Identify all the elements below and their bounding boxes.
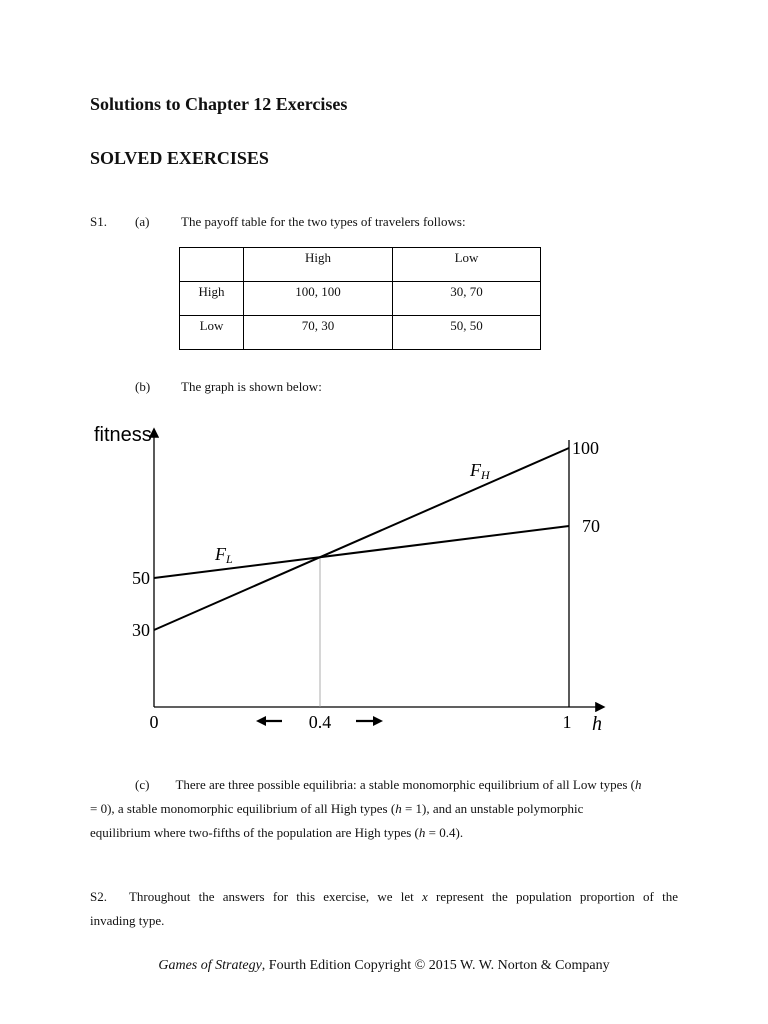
right-arrow-icon: [356, 716, 383, 726]
exercise-label-s1: S1.: [90, 214, 107, 229]
table-row-header: High: [180, 282, 244, 316]
footer: [0, 958, 768, 974]
series-label-FH: [469, 460, 491, 482]
series-label-FL: [214, 544, 233, 566]
part-c-paragraph: [90, 773, 688, 845]
part-c-text-1: There are three possible equilibria: a stable monomorphic equilibrium of all Low types (: [175, 777, 635, 792]
table-cell: 70, 30: [244, 316, 393, 350]
part-c-line-3: [90, 821, 688, 845]
part-c-text-4: equilibrium where two-fifths of the population are High types (: [90, 825, 419, 840]
x-tick-label-0.4: 0.4: [308, 712, 332, 732]
var-h: h: [395, 801, 402, 816]
right-value-label-100: 100: [572, 438, 599, 458]
payoff-table: [179, 247, 541, 350]
part-a-text: The payoff table for the two types of travelers follows:: [181, 214, 466, 229]
s2-paragraph: [90, 885, 678, 933]
footer-copyright: , Fourth Edition Copyright © 2015 W. W. Norton & Company: [261, 958, 610, 973]
s2-line-1: [90, 885, 678, 909]
part-c-line-1: [90, 773, 688, 797]
part-c-line-2: [90, 797, 688, 821]
exercise-label-s2: S2.: [90, 889, 107, 904]
y-axis-label: fitness: [94, 424, 152, 446]
table-cell: 100, 100: [244, 282, 393, 316]
series-label-FH-subscript: H: [481, 468, 490, 482]
x-tick-label-1: 1: [562, 712, 572, 732]
series-label-FL-name: F: [215, 544, 226, 564]
s2-text-1-a: Throughout the answers for this exercise, we let: [128, 889, 423, 904]
part-label-b: (b): [135, 379, 151, 394]
fitness-chart: [0, 415, 768, 745]
part-c-text-5: = 0.4).: [425, 825, 464, 840]
var-h: h: [418, 825, 426, 840]
series-label-FH-name: F: [470, 460, 481, 480]
page-title: Solutions to Chapter 12 Exercises: [90, 94, 348, 114]
s2-text-1-b: represent the population proportion of the: [427, 889, 678, 904]
var-x: x: [422, 889, 428, 904]
table-row: [180, 316, 541, 350]
footer-book-title: Games of Strategy: [158, 958, 262, 973]
table-row-header: Low: [180, 316, 244, 350]
s2-line-2: invading type.: [90, 913, 165, 928]
part-label-c: (c): [135, 777, 150, 792]
var-h: h: [635, 777, 642, 792]
part-c-text-3: = 1), and an unstable polymorphic: [401, 801, 584, 816]
table-cell: 30, 70: [393, 282, 541, 316]
table-row: [180, 248, 541, 282]
section-heading: SOLVED EXERCISES: [90, 148, 269, 168]
y-tick-label-30: 30: [132, 620, 150, 640]
table-header-cell: Low: [393, 248, 541, 282]
right-value-label-70: 70: [582, 516, 600, 536]
y-tick-label-50: 50: [132, 568, 150, 588]
table-header-cell: High: [244, 248, 393, 282]
series-line-FH: [154, 448, 569, 630]
part-b-text: The graph is shown below:: [181, 379, 322, 394]
x-tick-label-0: 0: [149, 712, 159, 732]
table-row: [180, 282, 541, 316]
left-arrow-icon: [256, 716, 282, 726]
series-label-FL-subscript: L: [226, 552, 233, 566]
x-axis-label: h: [592, 713, 602, 735]
table-cell: 50, 50: [393, 316, 541, 350]
s2-text-1: [129, 885, 678, 909]
table-cell: [180, 248, 244, 282]
part-label-a: (a): [135, 214, 150, 229]
part-c-text-2: = 0), a stable monomorphic equilibrium of all High types (: [90, 801, 396, 816]
